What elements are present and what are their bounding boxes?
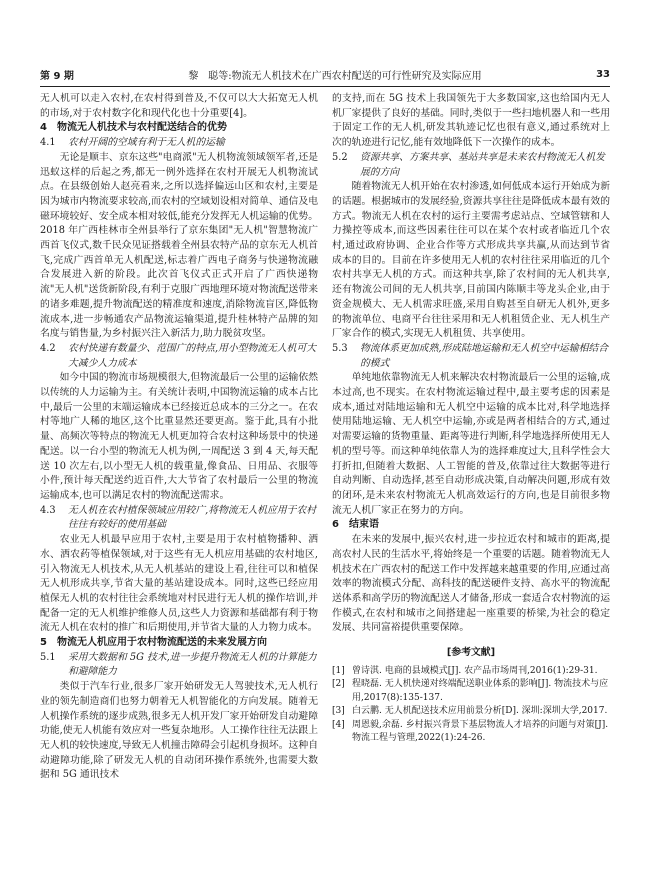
subsection-heading — [40, 342, 318, 371]
reference-text: 曾诗淇. 电商的县域模式[J]. 农产品市场周刊,2016(1):29-31. — [352, 665, 598, 676]
subsection-heading — [332, 151, 610, 180]
right-column — [332, 92, 610, 746]
reference-number: [1] — [332, 665, 345, 676]
reference-number: [2] — [332, 679, 345, 690]
left-column — [40, 92, 318, 783]
body-paragraph: 如今中国的物流市场规模很大,但物流最后一公里的运输依然以传统的人力运输为主。有关统计表明,中国物流运输的成本占比中,最后一公里的末端运输成本已经接近总成本的三分之一。在农村等地广人稀的地区,这个比重显然还要更高。鉴于此,具有小批量、高频次等特点的物流无人机更加符合农村这种场景中的快递配送。以一台小型的物流无人机为例,一周配送 3 到 4 天,每天配送 10 次左右,以小型无人机的载重量,像食品、日用品、衣服等小件,预计每天配送约近百件,大大节省了农村最后一公里的物流运输成本,也可以满足农村的物流配送需求。 — [40, 372, 318, 501]
header-rule — [40, 86, 610, 87]
body-paragraph: 单纯地依靠物流无人机来解决农村物流最后一公里的运输,成本过高,也不现实。在农村物流运输过程中,最主要考虑的因素是成本,通过对陆地运输和无人机空中运输的成本比对,科学地选择使用陆地运输、无人机空中运输,亦或是两者相结合的方式,通过对需要运输的货物重量、距离等进行判断,科学地选择所使用无人机的型号等。而这种单纯依靠人为的选择难度过大,且科学性会大打折扣,但随着大数据、人工智能的普及,依靠过往大数据等进行自动判断、自动选择,甚至自动形成决策,自动解决问题,形成有效的闭环,是未来农村物流无人机高效运行的方向,也是目前很多物流无人机厂家正在努力的方向。 — [332, 372, 610, 516]
running-title: 黎 聪等:物流无人机技术在广西农村配送的可行性研究及实际应用 — [188, 70, 482, 82]
reference-item — [332, 719, 610, 746]
subsection-heading — [40, 504, 318, 533]
running-header — [40, 64, 610, 84]
reference-item — [332, 665, 610, 679]
subsection-title: 农村快递有数量少、范围广的特点,用小型物流无人机可大大减少人力成本 — [68, 342, 317, 369]
reference-item — [332, 678, 610, 705]
right-column-body — [332, 92, 610, 636]
reference-number: [3] — [332, 706, 345, 717]
subsection-heading — [40, 136, 318, 151]
issue-number: 第 9 期 — [40, 70, 74, 82]
subsection-title: 资源共享、方案共享、基站共享是未来农村物流无人机发展的方向 — [360, 151, 605, 178]
subsection-heading — [332, 342, 610, 371]
body-paragraph: 随着物流无人机开始在农村渗透,如何低成本运行开始成为新的话题。根据城市的发展经验,资源共享往往是降低成本最有效的方式。物流无人机在农村的运行主要需考虑站点、空域管辖和人力操控等成本,而这些因素往往可以在某个农村或者临近几个农村,通过政府协调、企业合作等方式形成共享共赢,从而达到节省成本的目的。目前在许多使用无人机的农村往往采用临近的几个农村共享无人机的方式。而这种共享,除了农村间的无人机共享,还有物流公司间的无人机共享,目前国内陈顺丰等龙头企业,由于资金规模大、无人机需求旺盛,采用自购甚至自研无人机外,更多的物流单位、电商平台往往采用和无人机租赁企业、无人机生产厂家合作的模式,实现无人机租赁、共享使用。 — [332, 181, 610, 340]
subsection-title: 物流体系更加成熟,形成陆地运输和无人机空中运输相结合的模式 — [360, 342, 609, 369]
body-paragraph: 在未来的发展中,振兴农村,进一步拉近农村和城市的距离,提高农村人民的生活水平,将始终是一个重要的话题。随着物流无人机技术在广西农村的配送工作中发挥越来越重要的作用,应通过高效率的物流模式分配、高科技的配送硬件支持、高水平的物流配送体系和高学历的物流配送人才储备,形成一套适合农村物流的运作模式,在农村和城市之间搭建起一座重要的桥梁,为社会的稳定发展、共同富裕提供重要保障。 — [332, 534, 610, 634]
section-heading: 4 物流无人机技术与农村配送结合的优势 — [40, 122, 227, 134]
body-paragraph: 类似于汽车行业,很多厂家开始研发无人驾驶技术,无人机行业的领先制造商们也努力朝着无人机智能化的方向发展。随着无人机操作系统的逐步成熟,很多无人机开发厂家开始研发自动避障功能,使无人机能有效应对一些复杂地形。人工操作往往无法跟上无人机的较快速度,导致无人机撞击障碍会引起机身损坏。这种自动避障功能,除了研发无人机的自动闭环操作系统外,也需要大数据和 5G 通讯技术 — [40, 681, 318, 781]
subsection-number: 5.2 — [332, 151, 348, 163]
page-number: 33 — [596, 68, 610, 80]
body-paragraph: 无论是顺丰、京东这些"电商派"无人机物流领域领军者,还是迅蚁这样的后起之秀,都无一例外选择在农村开展无人机物流试点。在县级创始人赵亮看来,之所以选择偏远山区和农村,主要是因为城市内物流要求较高,而农村的空域划设相对简单、通信及电磁环境较好、安全成本相对较低,能充分发挥无人机运输的优势。2018 年广西桂林市全州县举行了京东集团"无人机"智慧物流广西首飞仪式,数千民众见证搭载着全州县农特产品的京东无人机首飞,完成广西首单无人机配送,标志着广西电子商务与快递物流融合发展进入新的阶段。此次首飞仪式正式开启了广西快递物流"无人机"送货新阶段,有利于克服广西地理环境对物流配送带来的诸多难题,提升物流配送的精准度和速度,消除物流盲区,降低物流成本,进一步畅通农产品物流运输渠道,提升桂林特产品牌的知名度与销售量,为乡村振兴注入新活力,助力脱贫攻坚。 — [40, 151, 318, 340]
subsection-title: 无人机在农村植保领域应用较广,将物流无人机应用于农村往往有较好的使用基础 — [68, 504, 317, 531]
body-paragraph: 无人机可以走入农村,在农村得到普及,不仅可以大大拓宽无人机的市场,对于农村数字化和现代化也十分重要[4]。 — [40, 93, 318, 119]
subsection-number: 5.1 — [40, 651, 56, 663]
body-paragraph: 的支持,而在 5G 技术上我国领先于大多数国家,这也给国内无人机厂家提供了良好的基础。同时,类似于一些扫地机器人和一些用于固定工作的无人机,研发其轨迹记忆也很有意义,通过系统对上次的轨迹进行记忆,能有效地降低下一次操作的成本。 — [332, 93, 610, 149]
body-paragraph: 农业无人机最早应用于农村,主要是用于农村植物播种、洒水、洒农药等植保领域,对于这些有无人机应用基础的农村地区,引入物流无人机技术,从无人机基站的建设上看,往往可以和植保无人机形成共享,节省大量的基站建设成本。同时,这些已经应用植保无人机的农村往往会系统地对村民进行无人机的操作培训,并配备一定的无人机维护维修人员,这些人力资源和基础都有利于物流无人机在农村的推广和后期使用,并节省大量的人力物力成本。 — [40, 534, 318, 634]
reference-number: [4] — [332, 719, 345, 730]
subsection-number: 4.3 — [40, 504, 56, 516]
subsection-title: 采用大数据和 5G 技术,进一步提升物流无人机的计算能力和避障能力 — [68, 651, 317, 678]
subsection-number: 4.2 — [40, 342, 56, 354]
reference-text: 程晓磊. 无人机快递对终端配送职业体系的影响[J]. 物流技术与应用,2017(8):135-137. — [352, 679, 609, 703]
section-heading: 5 物流无人机应用于农村物流配送的未来发展方向 — [40, 637, 267, 649]
references-list — [332, 665, 610, 746]
subsection-title: 农村开阔的空域有利于无人机的运输 — [68, 137, 225, 149]
section-heading: 6 结束语 — [332, 519, 379, 531]
subsection-heading — [40, 651, 318, 680]
subsection-number: 4.1 — [40, 137, 56, 149]
reference-text: 白云鹏. 无人机配送技术应用前景分析[D]. 深圳:深圳大学,2017. — [352, 706, 608, 717]
reference-text: 周恩毅,余磊. 乡村振兴背景下基层物流人才培养的问题与对策[J]. 物流工程与管理,2022(1):24-26. — [352, 719, 609, 744]
references-title: [参考文献] — [446, 647, 496, 659]
reference-item — [332, 705, 610, 719]
subsection-number: 5.3 — [332, 342, 348, 354]
